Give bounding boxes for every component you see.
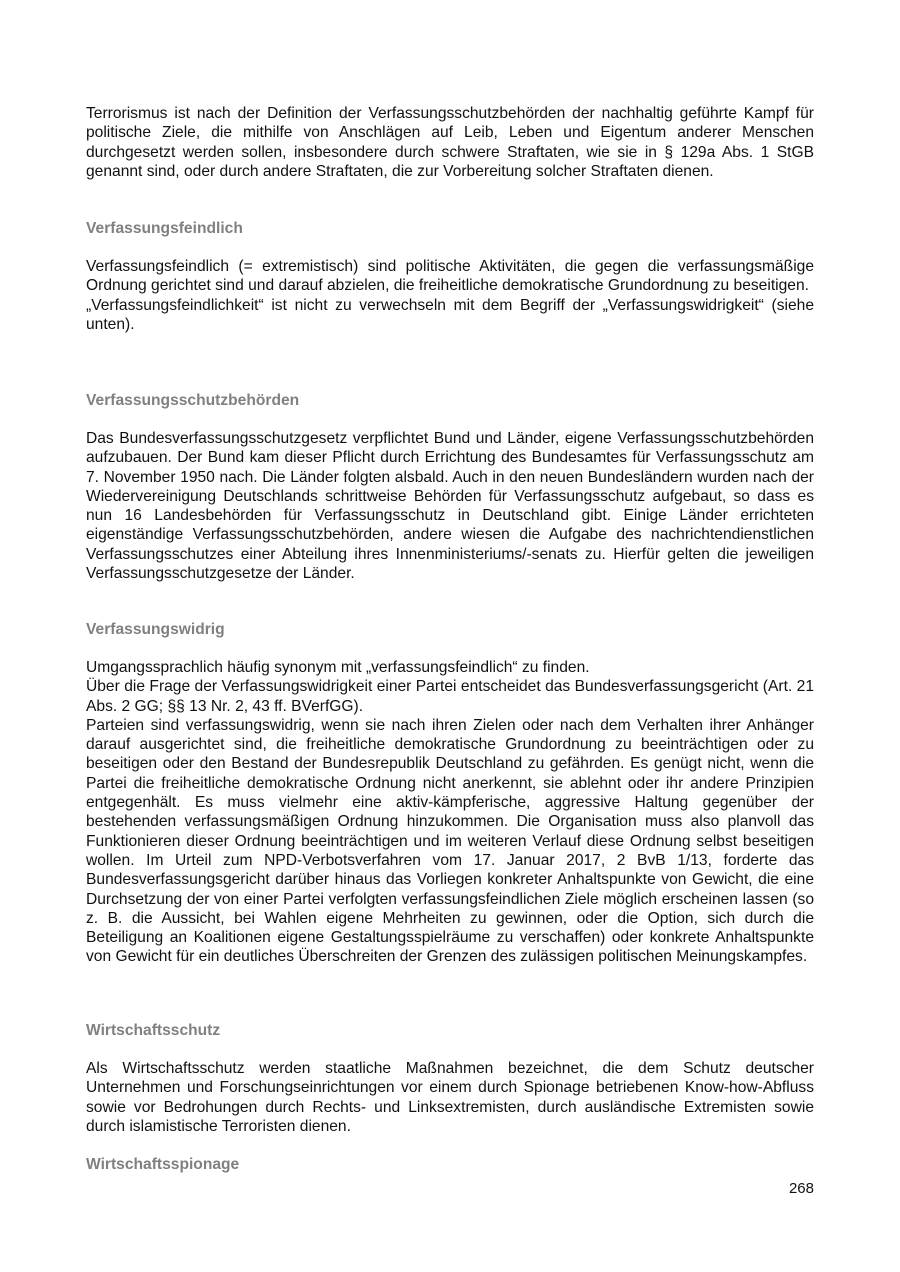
paragraph: Über die Frage der Verfassungswidrigkeit einer Partei entscheidet das Bundesverfassungsgericht (Art. 21 Abs. 2 GG; §§ 13 Nr. 2, 43 ff. BVerfGG). xyxy=(86,678,814,715)
section-heading: Verfassungsschutzbehörden xyxy=(86,392,300,409)
intro-block xyxy=(86,104,814,181)
paragraph: Umgangssprachlich häufig synonym mit „verfassungsfeindlich“ zu finden. xyxy=(86,659,590,676)
paragraph: Das Bundesverfassungsschutzgesetz verpflichtet Bund und Länder, eigene Verfassungsschutzbehörden aufzubauen. Der Bund kam dieser Pflicht durch Errichtung des Bundesamtes für Verfassungsschutz am 7. November 1950 nach. Die Länder folgten alsbald. Auch in den neuen Bundesländern wurden nach der Wiedervereinigung Deutschlands schrittweise Behörden für Verfassungsschutz aufgebaut, so dass es nun 16 Landesbehörden für Verfassungsschutz in Deutschland gibt. Einige Länder errichteten eigenständige Verfassungsschutzbehörden, andere wiesen die Aufgabe des nachrichtendienstlichen Verfassungsschutzes einer Abteilung ihres Innenministeriums/-senats zu. Hierfür gelten die jeweiligen Verfassungsschutzgesetze der Länder. xyxy=(86,430,814,583)
section-verfassungswidrig xyxy=(86,620,814,967)
section-heading: Verfassungsfeindlich xyxy=(86,220,243,237)
section-heading: Wirtschaftsschutz xyxy=(86,1022,221,1039)
section-wirtschaftsspionage xyxy=(86,1155,814,1193)
section-wirtschaftsschutz xyxy=(86,1021,814,1136)
section-heading: Wirtschaftsspionage xyxy=(86,1156,240,1173)
section-verfassungsschutzbehoerden xyxy=(86,391,814,583)
section-heading: Verfassungswidrig xyxy=(86,621,225,638)
paragraph: „Verfassungsfeindlichkeit“ ist nicht zu verwechseln mit dem Begriff der „Verfassungswidrigkeit“ (siehe unten). xyxy=(86,296,814,333)
paragraph: Parteien sind verfassungswidrig, wenn sie nach ihren Zielen oder nach dem Verhalten ihrer Anhänger darauf ausgerichtet sind, die freiheitliche demokratische Grundordnung zu beeinträchtigen oder zu beseitigen oder den Bestand der Bundesrepublik Deutschland zu gefährden. Es genügt nicht, wenn die Partei die freiheitliche demokratische Ordnung nicht anerkennt, sie ablehnt oder ihr andere Prinzipien entgegenhält. Es muss vielmehr eine aktiv-kämpferische, aggressive Haltung gegenüber der bestehenden verfassungsmäßigen Ordnung hinzukommen. Die Organisation muss also planvoll das Funktionieren dieser Ordnung beeinträchtigen und im weiteren Verlauf diese Ordnung selbst beseitigen wollen. Im Urteil zum NPD-Verbotsverfahren vom 17. Januar 2017, 2 BvB 1/13, forderte das Bundesverfassungsgericht darüber hinaus das Vorliegen konkreter Anhaltspunkte von Gewicht, die eine Durchsetzung der von einer Partei verfolgten verfassungsfeindlichen Ziele möglich erscheinen lassen (so z. B. die Aussicht, bei Wahlen eigene Mehrheiten zu gewinnen, oder die Option, sich durch die Beteiligung an Koalitionen eigene Gestaltungsspielräume zu verschaffen) oder konkrete Anhaltspunkte von Gewicht für ein deutliches Überschreiten der Grenzen des zulässigen politischen Meinungskampfes. xyxy=(86,716,814,966)
section-verfassungsfeindlich xyxy=(86,219,814,334)
paragraph: Als Wirtschaftsschutz werden staatliche Maßnahmen bezeichnet, die dem Schutz deutscher Unternehmen und Forschungseinrichtungen vor einem durch Spionage betriebenen Know-how-Abfluss sowie vor Bedrohungen durch Rechts- und Linksextremisten, durch ausländische Extremisten sowie durch islamistische Terroristen dienen. xyxy=(86,1060,814,1135)
paragraph: Verfassungsfeindlich (= extremistisch) sind politische Aktivitäten, die gegen die verfassungsmäßige Ordnung gerichtet sind und darauf abzielen, die freiheitliche demokratische Grundordnung zu beseitigen. xyxy=(86,258,814,295)
intro-paragraph: Terrorismus ist nach der Definition der Verfassungsschutzbehörden der nachhaltig geführte Kampf für politische Ziele, die mithilfe von Anschlägen auf Leib, Leben und Eigentum anderer Menschen durchgesetzt werden sollen, insbesondere durch schwere Straftaten, wie sie in § 129a Abs. 1 StGB genannt sind, oder durch andere Straftaten, die zur Vorbereitung solcher Straftaten dienen. xyxy=(86,105,814,180)
page-number: 268 xyxy=(788,1180,814,1197)
